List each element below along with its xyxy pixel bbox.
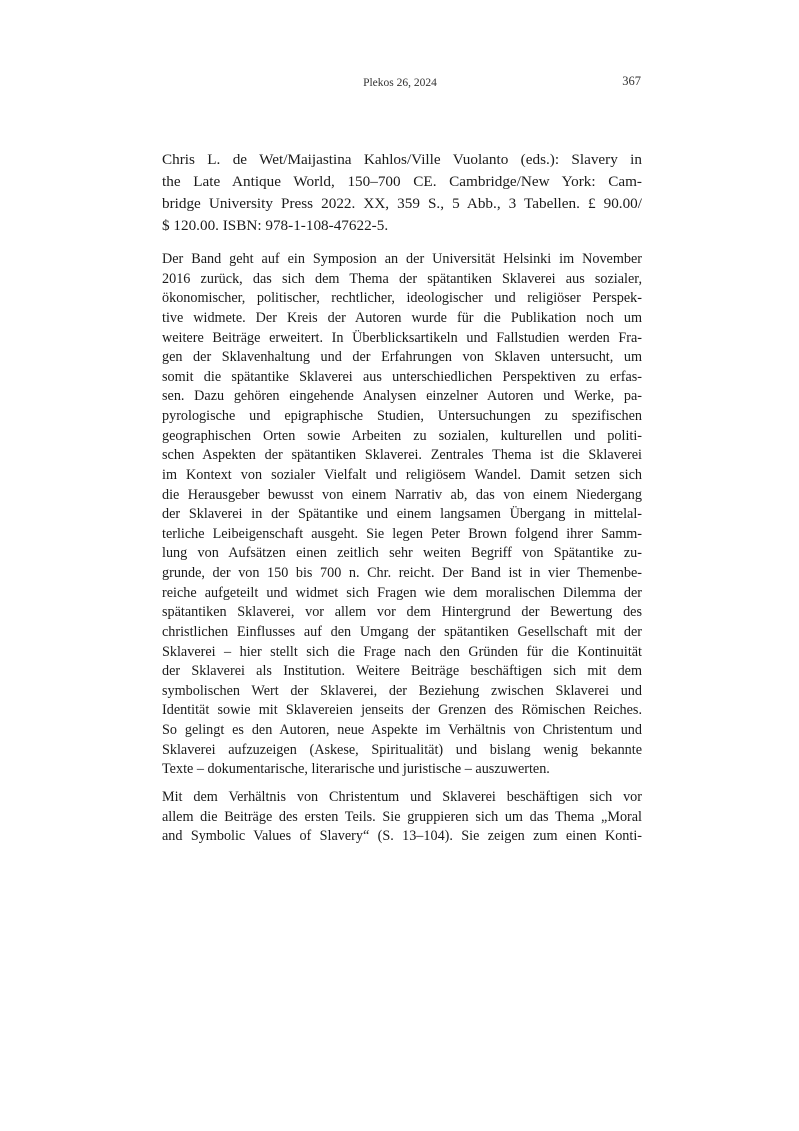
paragraph-1 [162, 250, 642, 780]
running-head: Plekos 26, 2024 [363, 77, 437, 89]
text-line: allem die Beiträge des ersten Teils. Sie gruppieren sich um das Thema „Moral [162, 808, 642, 825]
paragraph-2 [162, 788, 642, 847]
text-line: and Symbolic Values of Slavery“ (S. 13–104). Sie zeigen zum einen Konti- [162, 828, 642, 845]
review-body [162, 250, 642, 847]
page-number: 367 [622, 74, 641, 88]
text-line: grunde, der von 150 bis 700 n. Chr. reicht. Der Band ist in vier Themenbe- [162, 565, 642, 581]
citation-line: Chris L. de Wet/Maijastina Kahlos/Ville Vuolanto (eds.): Slavery in [162, 151, 642, 168]
text-line: symbolischen Wert der Sklaverei, der Beziehung zwischen Sklaverei und [162, 682, 642, 699]
text-line: sen. Dazu gehören eingehende Analysen einzelner Autoren und Werke, pa- [162, 388, 642, 405]
book-citation [162, 149, 642, 237]
text-line: spätantiken Sklaverei, vor allem vor dem Hintergrund der Bewertung des [162, 604, 642, 621]
text-line: Identität sowie mit Sklavereien jenseits der Grenzen des Römischen Reiches. [162, 702, 642, 719]
text-line: ökonomischer, politischer, rechtlicher, ideologischer und religiöser Perspek- [162, 290, 642, 307]
text-line: somit die spätantike Sklaverei aus unterschiedlichen Perspektiven zu erfas- [162, 368, 642, 385]
text-line: der Sklaverei in der Spätantike und einem langsamen Übergang in mittelal- [162, 506, 642, 523]
text-line: Sklaverei aufzuzeigen (Askese, Spiritualität) und bislang wenig bekannte [162, 741, 642, 758]
text-line: die Herausgeber bewusst von einem Narrativ ab, das von einem Niedergang [162, 486, 642, 503]
text-line: schen Aspekten der spätantiken Sklaverei. Zentrales Thema ist die Sklaverei [162, 447, 642, 464]
text-line: gen der Sklavenhaltung und der Erfahrungen von Sklaven untersucht, um [162, 349, 642, 366]
text-line: tive widmete. Der Kreis der Autoren wurde für die Publikation noch um [162, 309, 642, 326]
text-line: Texte – dokumentarische, literarische und juristische – auszuwerten. [162, 761, 550, 778]
text-line: weitere Beiträge erweitert. In Überblicksartikeln und Fallstudien werden Fra- [162, 329, 642, 346]
citation-line: bridge University Press 2022. XX, 359 S., 5 Abb., 3 Tabellen. £ 90.00/ [162, 195, 642, 212]
text-line: So gelingt es den Autoren, neue Aspekte im Verhältnis von Christentum und [162, 722, 642, 738]
text-line: Der Band geht auf ein Symposion an der Universität Helsinki im November [162, 251, 642, 267]
text-line: reiche aufgeteilt und widmet sich Fragen wie dem moralischen Dilemma der [162, 584, 642, 601]
text-line: der Sklaverei als Institution. Weitere Beiträge beschäftigen sich mit dem [162, 663, 642, 680]
text-line: Mit dem Verhältnis von Christentum und Sklaverei beschäftigen sich vor [162, 788, 642, 805]
text-line: pyrologische und epigraphische Studien, Untersuchungen zu spezifischen [162, 408, 642, 424]
text-line: terliche Leibeigenschaft ausgeht. Sie legen Peter Brown folgend ihrer Samm- [162, 525, 642, 542]
text-line: 2016 zurück, das sich dem Thema der spätantiken Sklaverei aus sozialer, [162, 270, 642, 287]
text-line: Sklaverei – hier stellt sich die Frage nach den Gründen für die Kontinuität [162, 643, 642, 660]
citation-line: $ 120.00. ISBN: 978-1-108-47622-5. [162, 217, 389, 234]
text-line: geographischen Orten sowie Arbeiten zu sozialen, kulturellen und politi- [162, 427, 642, 444]
text-line: im Kontext von sozialer Vielfalt und religiösem Wandel. Damit setzen sich [162, 466, 642, 483]
text-line: christlichen Einflusses auf den Umgang der spätantiken Gesellschaft mit der [162, 623, 642, 640]
text-line: lung von Aufsätzen einen zeitlich sehr weiten Begriff von Spätantike zu- [162, 545, 642, 562]
citation-line: the Late Antique World, 150–700 CE. Cambridge/New York: Cam- [162, 173, 642, 190]
